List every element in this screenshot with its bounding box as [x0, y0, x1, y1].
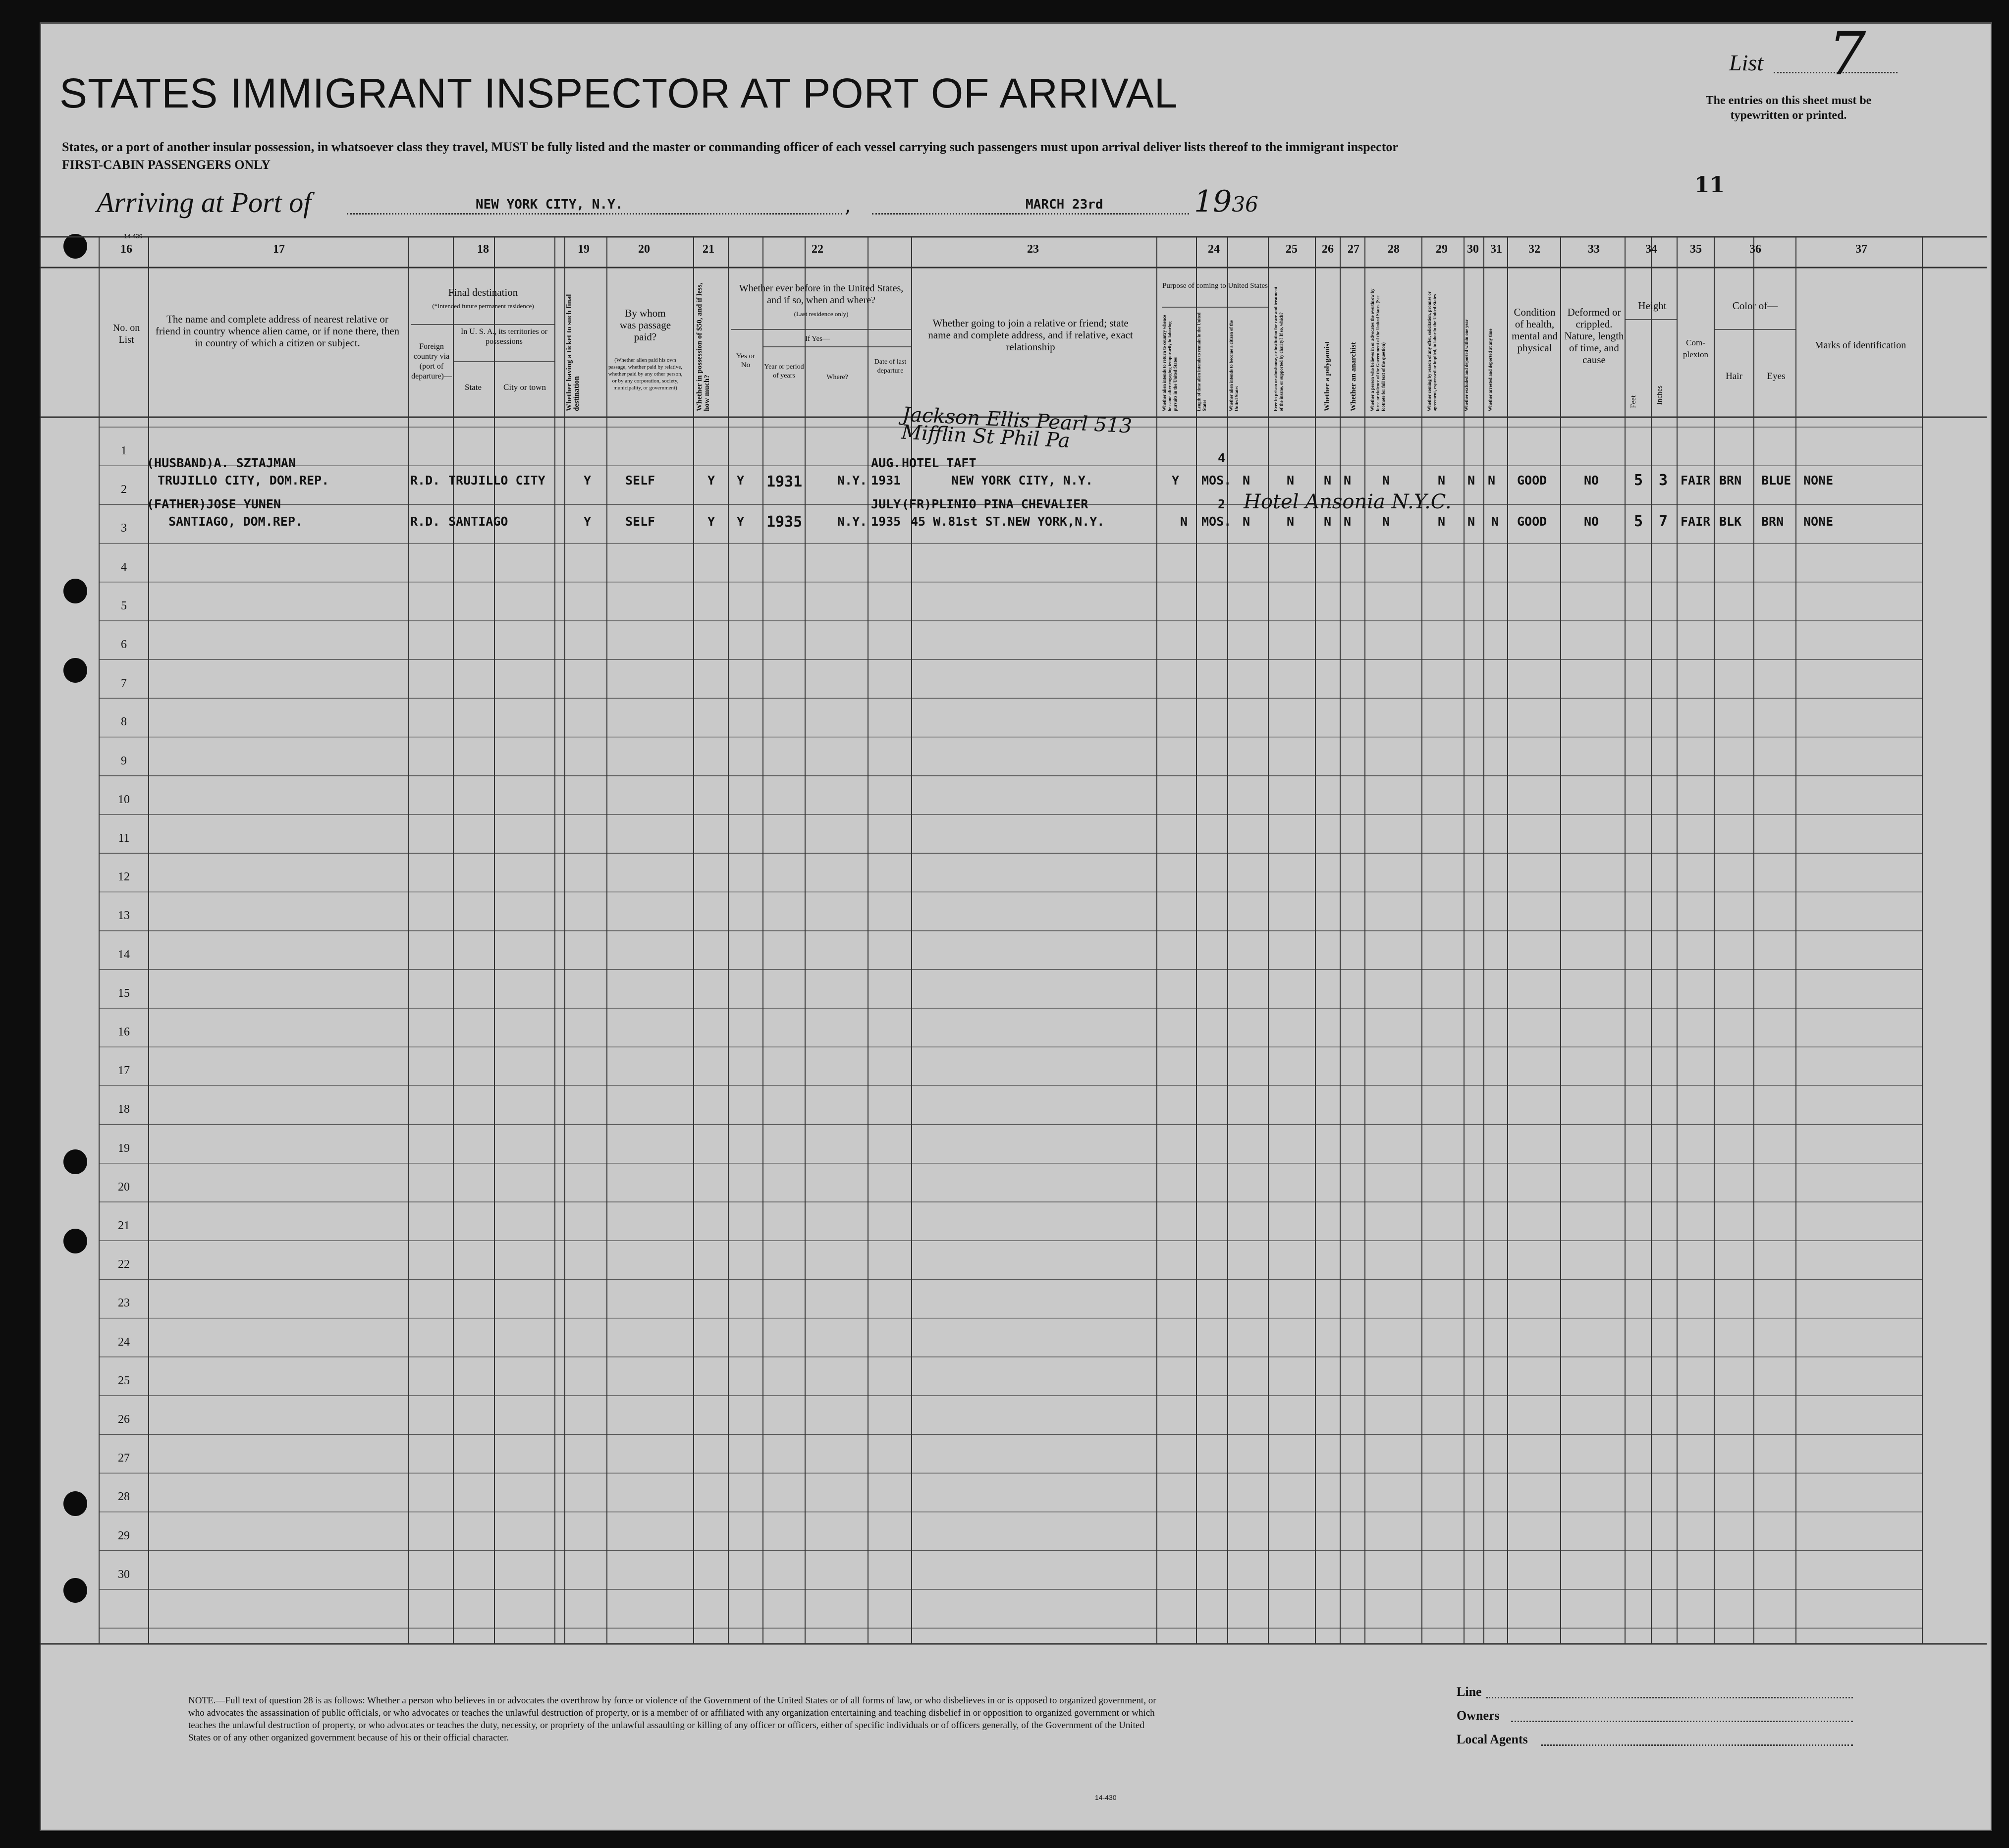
row2-where: N.Y. — [837, 514, 868, 529]
row2-return: N — [1180, 514, 1188, 529]
row1-fifty: Y — [707, 473, 715, 488]
header-polygamist: Whether a polygamist — [1323, 341, 1331, 411]
row-number: 4 — [121, 560, 127, 574]
row2-relative-line1: (FATHER)JOSE YUNEN — [147, 497, 281, 511]
row1-ticket: Y — [584, 473, 592, 488]
row2-eyes: BRN — [1761, 514, 1784, 529]
row-number: 10 — [118, 793, 130, 806]
row2-fifty: Y — [707, 514, 715, 529]
row-number: 9 — [121, 754, 127, 767]
row1-foreign: R.D. — [410, 473, 440, 488]
col-num-16: 16 — [120, 243, 132, 256]
row-number: 17 — [118, 1064, 130, 1078]
row2-before: Y — [737, 514, 745, 529]
header-purpose: Purpose of coming to United States — [1162, 282, 1268, 290]
row2-prison: N — [1287, 514, 1295, 529]
row2-length-line2: MOS. — [1201, 514, 1232, 529]
row-number: 3 — [121, 522, 127, 535]
row1-polygamist: N — [1324, 473, 1332, 488]
row-number: 18 — [118, 1103, 130, 1116]
row2-deformed: NO — [1584, 514, 1599, 529]
row1-departure-line2: 1931 — [871, 473, 901, 488]
year-prefix-text: 19 — [1194, 184, 1232, 219]
header-purpose-return: Whether alien intends to return to country whence he came after engaging temporarily in laboring pursuits in the United States — [1162, 315, 1178, 411]
row2-city: SANTIAGO — [448, 514, 508, 529]
header-where: Where? — [826, 374, 848, 381]
row2-departure-line2: 1935 — [871, 514, 901, 529]
header-relative-abroad: The name and complete address of nearest relative or friend in country whence alien came, or if none there, then in country of which a citizen or subject. — [155, 313, 400, 349]
row1-contract: N — [1438, 473, 1446, 488]
row1-arrested: N — [1488, 473, 1496, 488]
passenger-class-line: FIRST-CABIN PASSENGERS ONLY — [62, 158, 271, 172]
header-by-whom-paid: By whom was passage paid? — [619, 307, 671, 343]
col-num-17: 17 — [273, 243, 285, 256]
row1-complexion: FAIR — [1681, 473, 1711, 488]
row2-marks: NONE — [1803, 514, 1834, 529]
col-num-37: 37 — [1855, 243, 1867, 256]
col-num-27: 27 — [1348, 243, 1359, 256]
row1-before: Y — [737, 473, 745, 488]
row1-joining-handwritten: Jackson Ellis Pearl 513 Mifflin St Phil Pa — [901, 403, 1133, 453]
header-final-destination-note: (*Intended future permanent residence) — [432, 302, 534, 310]
row-number: 13 — [118, 909, 130, 923]
year-suffix-text: 36 — [1232, 192, 1258, 217]
row2-length-line1: 2 — [1218, 497, 1226, 511]
col-num-35: 35 — [1690, 243, 1702, 256]
col-num-34: 34 — [1645, 243, 1657, 256]
port-value: NEW YORK CITY, N.Y. — [476, 197, 623, 212]
line-dotted-line — [1486, 1697, 1853, 1698]
row2-overthrow: N — [1382, 514, 1390, 529]
local-agents-label: Local Agents — [1457, 1732, 1528, 1746]
row-number: 27 — [118, 1452, 130, 1465]
col-num-31: 31 — [1490, 243, 1502, 256]
row-number: 16 — [118, 1026, 130, 1038]
header-yes-or-no: Yes or No — [736, 352, 756, 369]
header-no-on-list: No. on List — [112, 323, 140, 345]
header-color-of: Color of— — [1732, 300, 1778, 312]
col-num-33: 33 — [1588, 243, 1600, 256]
row1-departure-line1: AUG. — [871, 456, 901, 470]
col-num-23: 23 — [1027, 243, 1039, 256]
row-number: 19 — [118, 1141, 130, 1155]
header-possession-50: Whether in possession of $50, and if less, how much? — [696, 282, 711, 411]
row1-anarchist: N — [1344, 473, 1352, 488]
header-final-destination: Final destination — [448, 286, 518, 298]
col-num-36: 36 — [1749, 243, 1761, 256]
col-num-19: 19 — [578, 243, 590, 256]
row-number: 14 — [118, 948, 130, 961]
header-hair: Hair — [1726, 371, 1742, 381]
row2-citizen: N — [1243, 514, 1250, 529]
row1-where: N.Y. — [837, 473, 868, 488]
row-number: 23 — [118, 1297, 130, 1310]
row1-feet: 5 — [1634, 472, 1643, 489]
row2-joining-line1: (FR)PLINIO PINA CHEVALIER — [902, 497, 1088, 511]
row-number: 6 — [121, 638, 127, 651]
row-number: 11 — [118, 832, 130, 845]
comma-separator: , — [845, 194, 851, 217]
col-num-20: 20 — [638, 243, 650, 256]
col-num-18: 18 — [477, 243, 489, 256]
line-label: Line — [1457, 1685, 1482, 1699]
header-complexion: Com-plexion — [1683, 338, 1708, 359]
header-ever-before-note: (Last residence only) — [794, 310, 849, 318]
col-num-30: 30 — [1467, 243, 1479, 256]
row-number: 1 — [121, 444, 127, 457]
row1-return: Y — [1172, 473, 1180, 488]
list-number-handwritten: 7 — [1828, 20, 1866, 89]
header-year-or-period: Year or period of years — [764, 363, 804, 380]
row2-feet: 5 — [1634, 513, 1643, 530]
row1-paid: SELF — [625, 473, 655, 488]
list-label: List — [1729, 50, 1764, 75]
row2-joining-line2: 45 W.81st ST.NEW YORK,N.Y. — [911, 514, 1105, 529]
row2-departure-line1: JULY — [871, 497, 901, 511]
sheet-number: 11 — [1694, 172, 1725, 198]
owners-dotted-line — [1511, 1721, 1853, 1722]
row1-health: GOOD — [1517, 473, 1547, 488]
col-num-21: 21 — [703, 243, 714, 256]
row2-relative-line2: SANTIAGO, DOM.REP. — [168, 514, 303, 529]
header-purpose-length: Length of time alien intends to remain in the United States — [1196, 312, 1207, 411]
col-num-26: 26 — [1322, 243, 1334, 256]
header-city-or-town: City or town — [503, 382, 546, 392]
row-number: 8 — [121, 715, 127, 729]
header-purpose-citizen: Whether alien intends to become a citizen of the United States — [1229, 320, 1239, 411]
header-eyes: Eyes — [1767, 371, 1786, 381]
header-overthrow: Whether a person who believes in or advocates the overthrow by force or violence of the Government of the United States (See footnote for full text of the question) — [1370, 288, 1386, 411]
row-number: 7 — [121, 677, 127, 690]
arriving-label: Arriving at Port of — [97, 186, 312, 218]
row1-excluded: N — [1467, 473, 1475, 488]
header-ticket: Whether having a ticket to such final destination — [565, 294, 581, 411]
header-arrested: Whether arrested and deported at any time — [1488, 328, 1493, 411]
row-number: 30 — [118, 1568, 130, 1581]
row1-marks: NONE — [1803, 473, 1834, 488]
row2-arrested: N — [1491, 514, 1499, 529]
header-joining: Whether going to join a relative or friend; state name and complete address, and if relative, exact relationship — [928, 317, 1133, 353]
row2-excluded: N — [1467, 514, 1475, 529]
row-number: 26 — [118, 1413, 130, 1426]
col-num-24: 24 — [1208, 243, 1220, 256]
row1-prison: N — [1287, 473, 1295, 488]
form-number-top: 14-430 — [124, 233, 143, 240]
header-by-whom-note: (Whether alien paid his own passage, whether paid by relative, whether paid by any other person, or by any corporation, society, municipality, or government) — [608, 357, 683, 391]
row-number: 15 — [118, 986, 130, 1000]
row-number: 20 — [118, 1180, 130, 1194]
row-number: 21 — [118, 1219, 130, 1232]
row2-paid: SELF — [625, 514, 655, 529]
row1-hair: BRN — [1719, 473, 1742, 488]
row2-hair: BLK — [1719, 514, 1742, 529]
row-number: 24 — [118, 1335, 130, 1349]
row2-health: GOOD — [1517, 514, 1547, 529]
header-state: State — [465, 382, 482, 392]
row-number: 29 — [118, 1529, 130, 1542]
owners-label: Owners — [1457, 1708, 1500, 1723]
header-health: Condition of health, mental and physical — [1512, 306, 1558, 354]
row2-foreign: R.D. — [410, 514, 440, 529]
row1-length-line2: MOS. — [1201, 473, 1232, 488]
header-deformed: Deformed or crippled. Nature, length of time, and cause — [1564, 306, 1624, 366]
col-num-29: 29 — [1436, 243, 1448, 256]
row1-inches: 3 — [1659, 472, 1668, 489]
local-agents-dotted-line — [1541, 1744, 1853, 1746]
row-number: 22 — [118, 1258, 130, 1271]
header-ever-before: Whether ever before in the United States, and if so, when and where? — [739, 283, 904, 306]
footnote-question-28: NOTE.—Full text of question 28 is as follows: Whether a person who believes in or advocates the overthrow by force or violence of the Government of the United States or of all forms of law, or who disbelieves in or is opposed to organized government, or who advocates the assassination of public officials, or who advocates or teaches the unlawful destruction of property, or is a member of or affiliated with any organization entertaining and teaching disbelief in or opposition to organized government or which teaches the unlawful destruction of property, or who advocates or teaches the duty, necessity, or propriety of the unlawful assaulting or killing of any officer or officers, either of specific individuals or of officers generally, of the Government of the United States or of any other organized government because of his or their official character. — [188, 1695, 1156, 1743]
header-feet: Feet — [1629, 395, 1637, 408]
form-subtitle: States, or a port of another insular possession, in whatsoever class they travel, MUST be fully listed and the master or commanding officer of each vessel carrying such passengers must upon arrival deliver lists thereof to the immigrant inspector — [62, 140, 1398, 154]
header-in-usa: In U. S. A., its territories or possessions — [460, 327, 548, 346]
header-contract: Whether coming by reason of any offer, solicitation, promise or agreement, expressed or implied, to labor in the United States — [1427, 291, 1437, 411]
row1-citizen: N — [1243, 473, 1250, 488]
row-number: 12 — [118, 870, 130, 884]
row1-length-line1: 4 — [1218, 451, 1226, 465]
header-excluded: Whether excluded and deported within one year — [1464, 319, 1469, 411]
row1-joining-line2: NEW YORK CITY, N.Y. — [951, 473, 1093, 488]
date-value: MARCH 23rd — [1026, 197, 1103, 212]
col-num-22: 22 — [812, 243, 823, 256]
header-date-last-departure: Date of last departure — [874, 358, 907, 375]
row1-deformed: NO — [1584, 473, 1599, 488]
row-number: 25 — [118, 1374, 130, 1387]
row1-overthrow: N — [1382, 473, 1390, 488]
header-anarchist: Whether an anarchist — [1350, 342, 1357, 411]
row2-ticket: Y — [584, 514, 592, 529]
header-foreign-country: Foreign country via (port of departure)— — [411, 342, 452, 380]
row2-complexion: FAIR — [1681, 514, 1711, 529]
form-number-bottom: 14-430 — [1095, 1794, 1117, 1801]
col-num-28: 28 — [1388, 243, 1400, 256]
row2-anarchist: N — [1344, 514, 1352, 529]
row2-contract: N — [1438, 514, 1446, 529]
header-if-yes: If Yes— — [805, 335, 830, 343]
form-title: STATES IMMIGRANT INSPECTOR AT PORT OF ARRIVAL — [59, 70, 1178, 116]
row2-joining-handwritten: Hotel Ansonia N.Y.C. — [1244, 490, 1452, 513]
col-num-32: 32 — [1528, 243, 1540, 256]
row-number: 2 — [121, 483, 127, 496]
typewritten-note: The entries on this sheet must be typewritten or printed. — [1705, 94, 1872, 122]
header-height: Height — [1638, 300, 1667, 312]
row1-relative-line1: (HUSBAND)A. SZTAJMAN — [147, 456, 296, 470]
row-number: 5 — [121, 599, 127, 612]
header-inches: Inches — [1656, 385, 1664, 405]
col-num-25: 25 — [1286, 243, 1298, 256]
row2-year: 1935 — [766, 513, 803, 531]
row1-year: 1931 — [766, 473, 803, 490]
row1-city: TRUJILLO CITY — [448, 473, 545, 488]
header-prison: Ever in prison or almshouse, or institution for care and treatment of the insane, or supported by charity? If so, which? — [1273, 286, 1284, 411]
row1-joining-line1: HOTEL TAFT — [902, 456, 977, 470]
header-marks: Marks of identification — [1814, 340, 1906, 351]
row2-polygamist: N — [1324, 514, 1332, 529]
row-number: 28 — [118, 1490, 130, 1504]
row1-relative-line2: TRUJILLO CITY, DOM.REP. — [158, 473, 329, 488]
row1-eyes: BLUE — [1761, 473, 1792, 488]
row2-inches: 7 — [1659, 513, 1668, 530]
